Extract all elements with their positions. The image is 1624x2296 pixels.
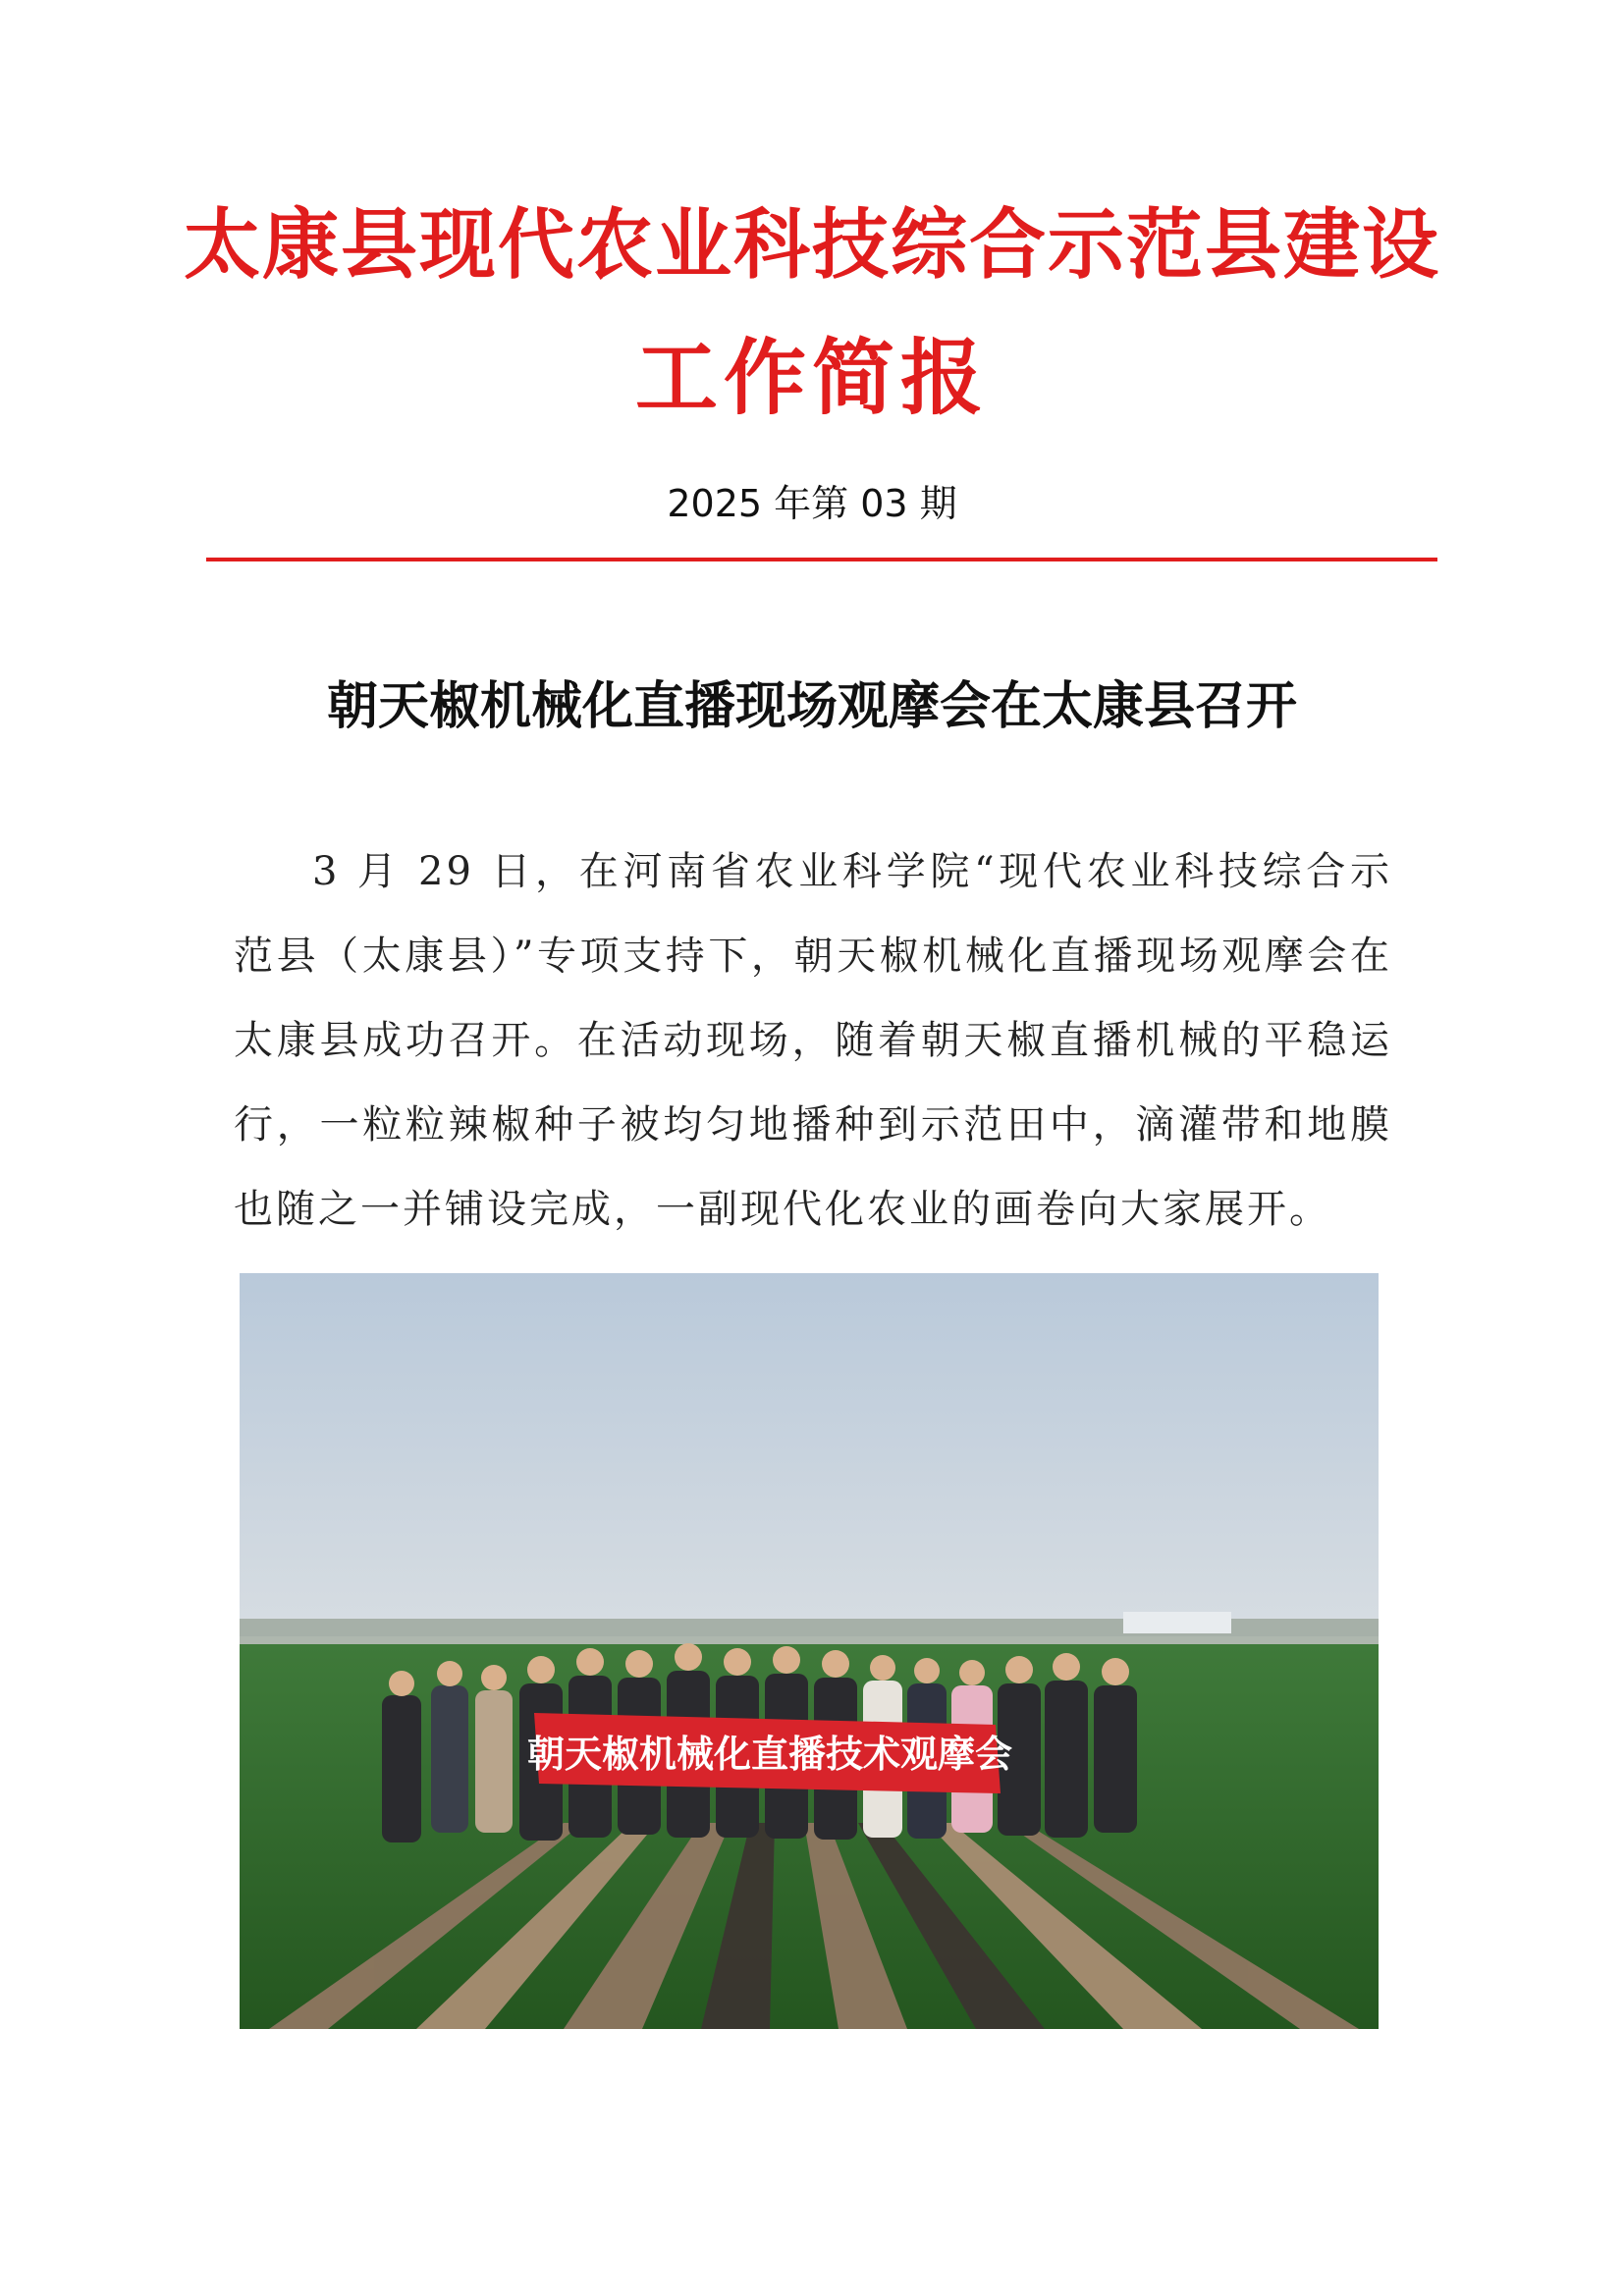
photo-banner xyxy=(527,1713,1012,1793)
photo-banner-text: 朝天椒机械化直播技术观摩会 xyxy=(526,1733,1013,1776)
masthead-title: 太康县现代农业科技综合示范县建设 xyxy=(183,200,1440,290)
masthead-subtitle: 工作简报 xyxy=(634,329,989,426)
red-divider xyxy=(206,558,1437,561)
article-title: 朝天椒机械化直播现场观摩会在太康县召开 xyxy=(326,676,1297,736)
photo-sky xyxy=(240,1273,1379,1636)
article-paragraph: 3 月 29 日，在河南省农业科学院“现代农业科技综合示范县（太康县）”专项支持下，朝天椒机械化直播现场观摩会在太康县成功召开。在活动现场，随着朝天椒直播机械的平稳运行，一粒粒辣椒种子被均匀地播种到示范田中，滴灌带和地膜也随之一并铺设完成，一副现代化农业的画卷向大家展开。 xyxy=(234,849,1392,1232)
issue-number: 2025 年第 03 期 xyxy=(667,482,957,525)
event-photo xyxy=(240,1273,1379,2029)
